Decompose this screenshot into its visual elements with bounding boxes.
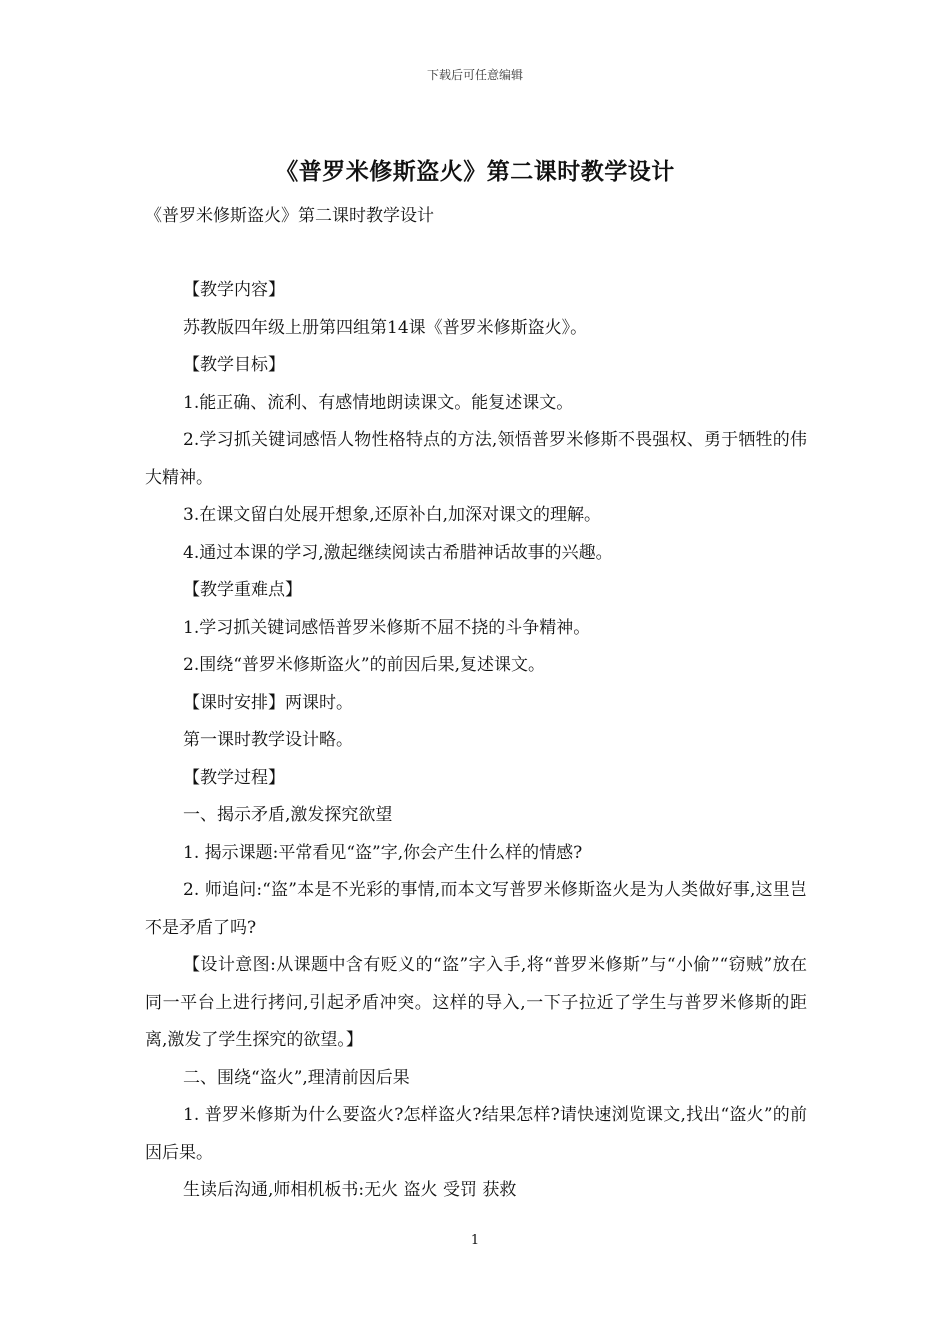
section-heading-content: 【教学内容】 — [183, 280, 285, 300]
header-note: 下载后可任意编辑 — [426, 68, 523, 82]
section-heading-process: 【教学过程】 — [183, 767, 285, 788]
paragraph: 1. 揭示课题:平常看见“盗”字,你会产生什么样的情感? — [183, 842, 583, 863]
section-heading-goals: 【教学目标】 — [183, 355, 285, 375]
page-number: 1 — [470, 1233, 480, 1248]
paragraph: 3.在课文留白处展开想象,还原补白,加深对课文的理解。 — [183, 505, 602, 525]
paragraph: 二、围绕“盗火”,理清前因后果 — [183, 1067, 410, 1088]
paragraph: 1.能正确、流利、有感情地朗读课文。能复述课文。 — [183, 392, 574, 413]
paragraph: 第一课时教学设计略。 — [183, 730, 353, 750]
paragraph: 2.学习抓关键词感悟人物性格特点的方法,领悟普罗米修斯不畏强权、勇于牺牲的伟大精神。 — [145, 430, 807, 488]
paragraph: 1.学习抓关键词感悟普罗米修斯不屈不挠的斗争精神。 — [183, 617, 591, 638]
design-intent-paragraph: 【设计意图:从课题中含有贬义的“盗”字入手,将“普罗米修斯”与“小偷”“窃贼”放在同一平台上进行拷问,引起矛盾冲突。这样的导入,一下子拉近了学生与普罗米修斯的距离,激发了学生探究的欲望。】 — [145, 955, 807, 1050]
section-heading-key-points: 【教学重难点】 — [183, 580, 302, 600]
paragraph: 1. 普罗米修斯为什么要盗火?怎样盗火?结果怎样?请快速浏览课文,找出“盗火”的前因后果。 — [145, 1105, 807, 1163]
paragraph: 苏教版四年级上册第四组第14课《普罗米修斯盗火》。 — [183, 317, 588, 338]
paragraph: 生读后沟通,师相机板书:无火 盗火 受罚 获救 — [183, 1180, 517, 1200]
paragraph: 2. 师追问:“盗”本是不光彩的事情,而本文写普罗米修斯盗火是为人类做好事,这里岂不是矛盾了吗? — [145, 880, 807, 938]
paragraph: 2.围绕“普罗米修斯盗火”的前因后果,复述课文。 — [183, 655, 546, 675]
paragraph: 4.通过本课的学习,激起继续阅读古希腊神话故事的兴趣。 — [183, 542, 613, 563]
document-subtitle: 《普罗米修斯盗火》第二课时教学设计 — [145, 206, 434, 226]
paragraph: 一、揭示矛盾,激发探究欲望 — [183, 805, 393, 825]
section-heading-schedule: 【课时安排】两课时。 — [183, 692, 353, 713]
document-body — [145, 272, 807, 1210]
document-title: 《普罗米修斯盗火》第二课时教学设计 — [275, 158, 675, 185]
